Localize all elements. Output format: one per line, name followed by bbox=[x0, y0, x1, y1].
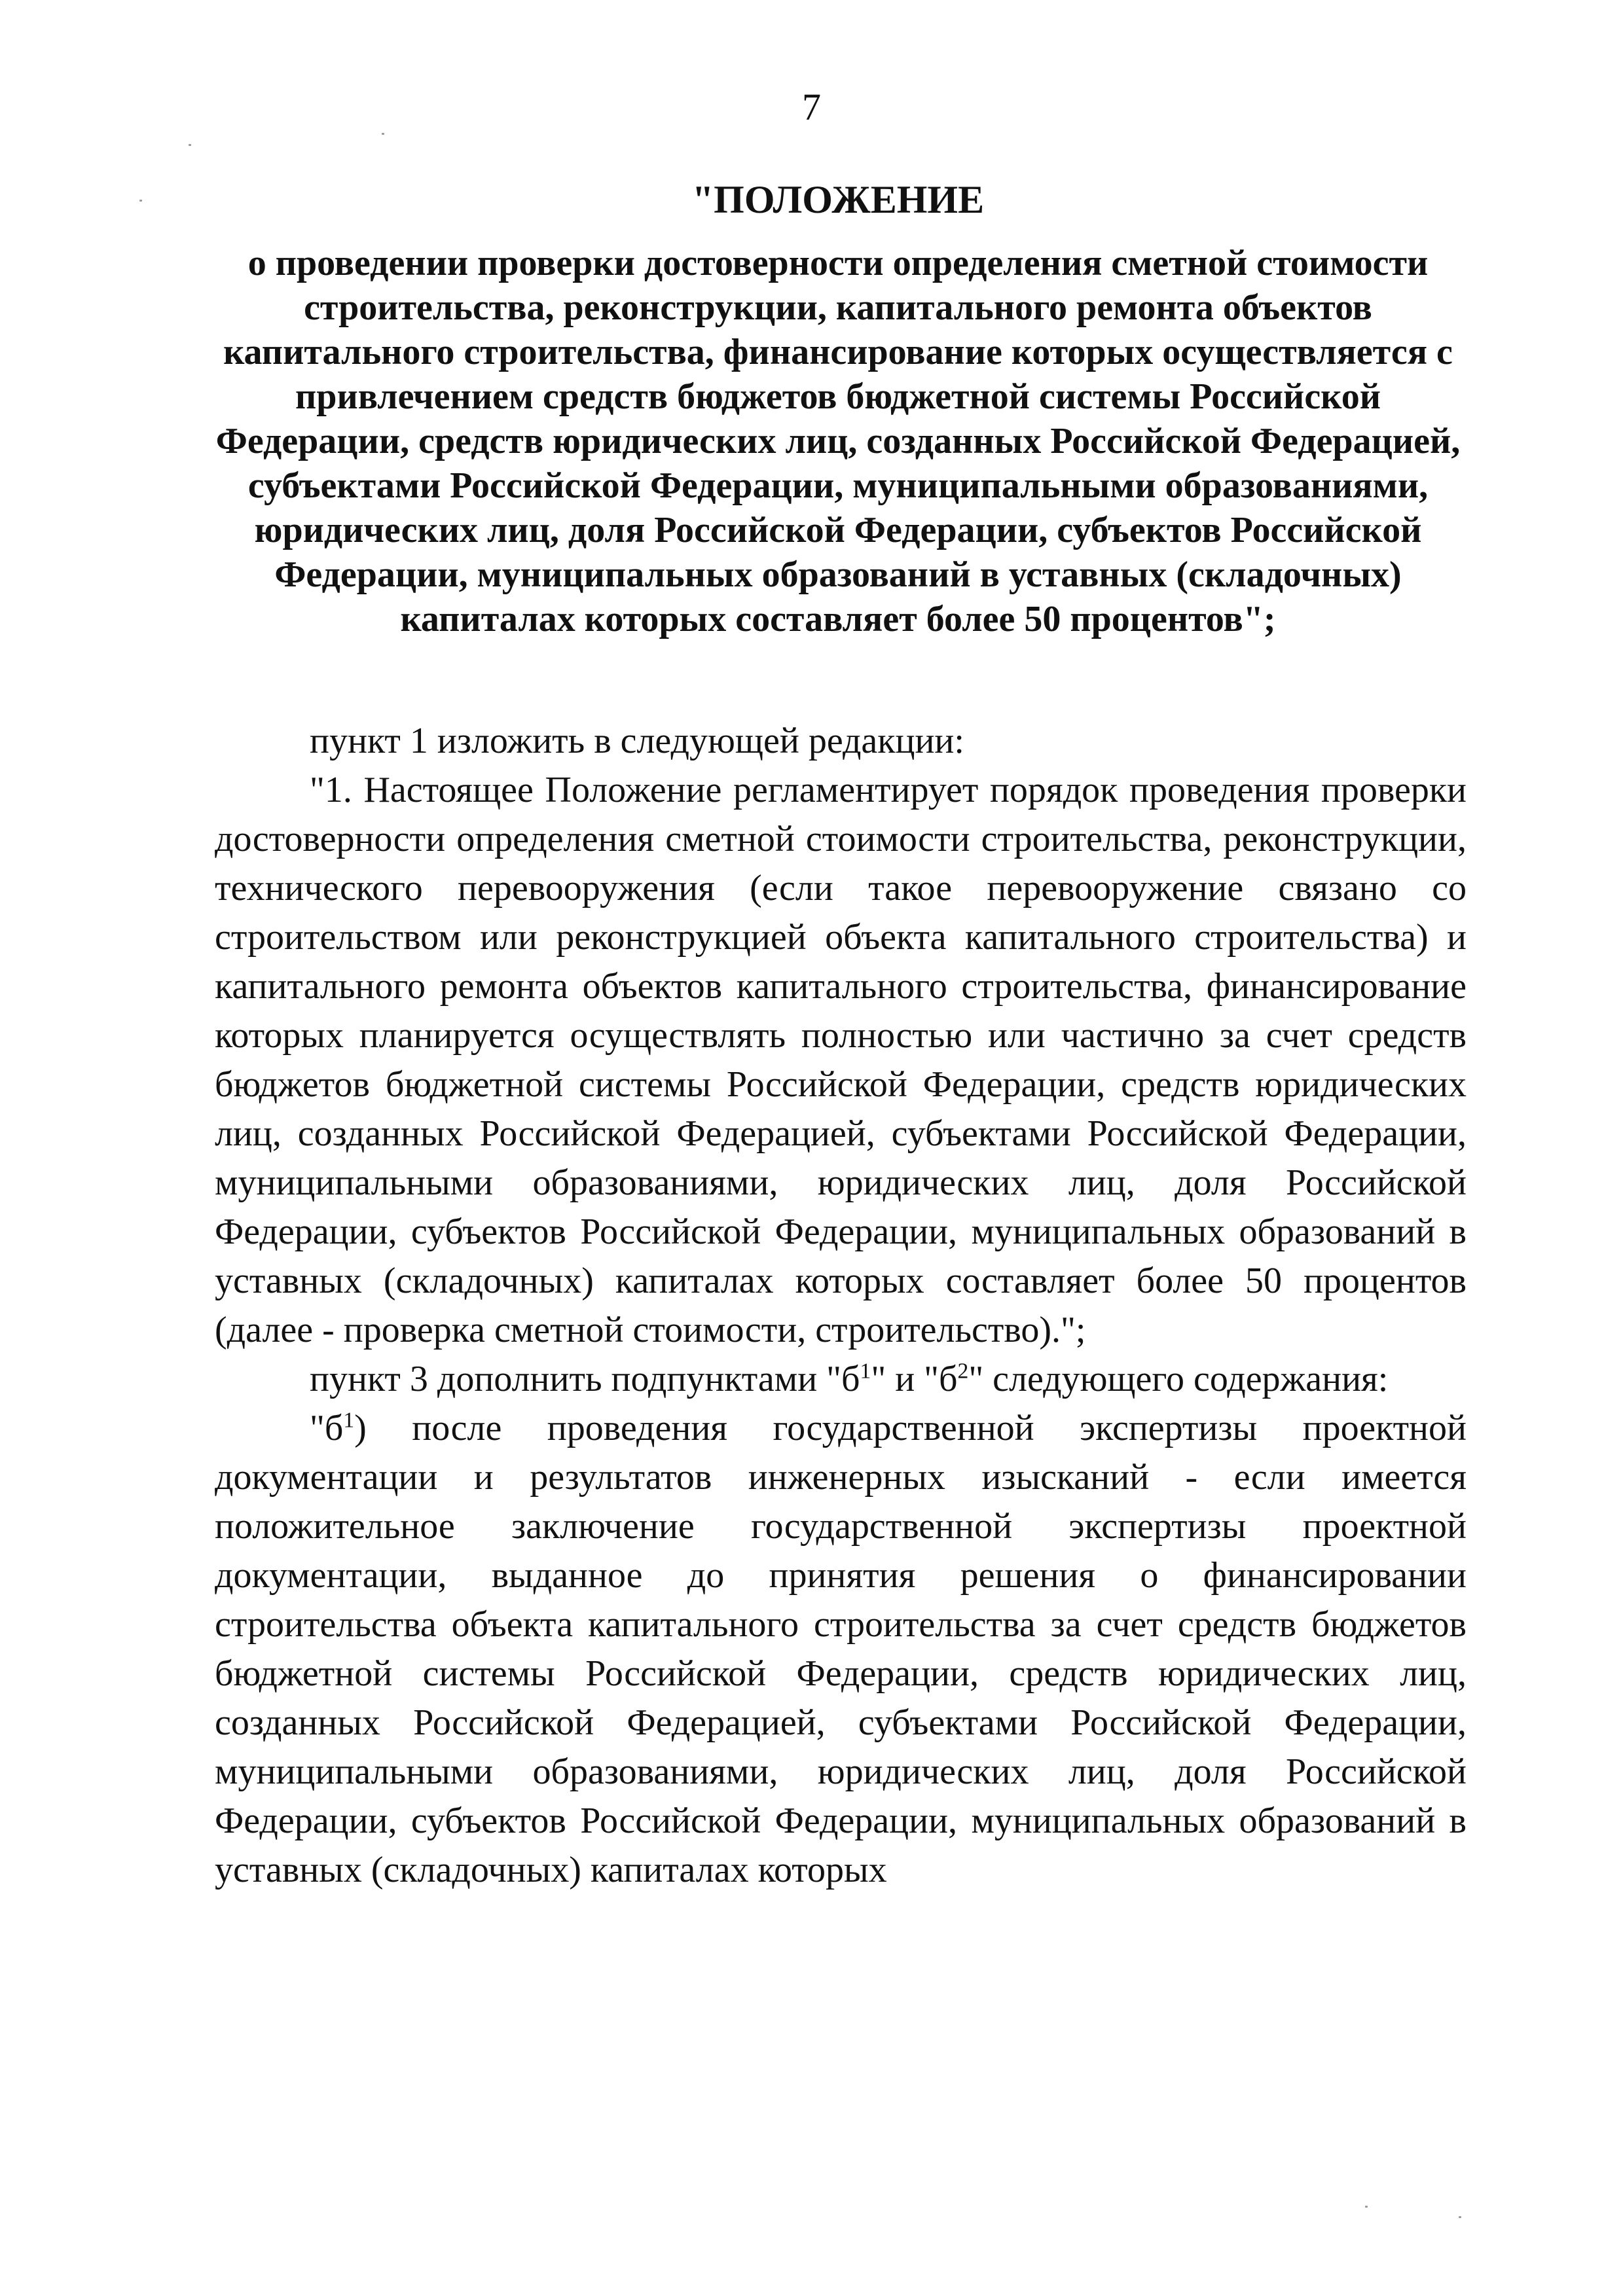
document-title: "ПОЛОЖЕНИЕ bbox=[691, 178, 985, 221]
document-subtitle: о проведении проверки достоверности определения сметной стоимости строительства, реконструкции, капитального ремонта объектов капитального строительства, финансирование которых осуществляется с привлечением средств бюджетов бюджетной системы Российской Федерации, средств юридических лиц, созданных Российской Федерацией, субъектами Российской Федерации, муниципальными образованиями, юридических лиц, доля Российской Федерации, субъектов Российской Федерации, муниципальных образований в уставных (складочных) капиталах которых составляет более 50 процентов"; bbox=[215, 243, 1461, 639]
paragraph-2: "1. Настоящее Положение регламентирует порядок проведения проверки достоверности определения сметной стоимости строительства, реконструкции, технического перевооружения (если такое перевооружение связано со строительством или реконструкцией объекта капитального строительства) и капитального ремонта объектов капитального строительства, финансирование которых планируется осуществлять полностью или частично за счет средств бюджетов бюджетной системы Российской Федерации, средств юридических лиц, созданных Российской Федерацией, субъектами Российской Федерации, муниципальными образованиями, юридических лиц, доля Российской Федерации, субъектов Российской Федерации, муниципальных образований в уставных (складочных) капиталах которых составляет более 50 процентов (далее - проверка сметной стоимости, строительство)."; bbox=[215, 770, 1467, 1350]
paragraph-3-lead: пункт 3 дополнить подпунктами "б bbox=[310, 1359, 860, 1399]
scan-speck bbox=[382, 133, 384, 135]
scan-speck bbox=[139, 200, 142, 202]
paragraph-4 bbox=[215, 1404, 1467, 1895]
scan-speck bbox=[1459, 2216, 1461, 2218]
page-number: 7 bbox=[802, 86, 821, 128]
paragraph-4-tail: ) после проведения государственной экспертизы проектной документации и результатов инженерных изысканий - если имеется положительное заключение государственной экспертизы проектной документации, выданное до принятия решения о финансировании строительства объекта капитального строительства за счет средств бюджетов бюджетной системы Российской Федерации, средств юридических лиц, созданных Российской Федерацией, субъектами Российской Федерации, муниципальными образованиями, юридических лиц, доля Российской Федерации, субъектов Российской Федерации, муниципальных образований в уставных (складочных) капиталах которых bbox=[215, 1408, 1467, 1890]
paragraph-1: пункт 1 изложить в следующей редакции: bbox=[310, 721, 964, 761]
scan-speck bbox=[189, 144, 191, 146]
scan-speck bbox=[1365, 2206, 1368, 2208]
paragraph-4-lead: "б bbox=[310, 1408, 344, 1448]
paragraph-3-mid: " и "б bbox=[871, 1359, 958, 1399]
document-body bbox=[215, 717, 1467, 1895]
superscript-1: 1 bbox=[860, 1359, 871, 1384]
superscript-3: 1 bbox=[343, 1408, 355, 1433]
paragraph-3-tail: " следующего содержания: bbox=[968, 1359, 1389, 1399]
paragraph-3 bbox=[215, 1355, 1467, 1404]
superscript-2: 2 bbox=[957, 1359, 969, 1384]
